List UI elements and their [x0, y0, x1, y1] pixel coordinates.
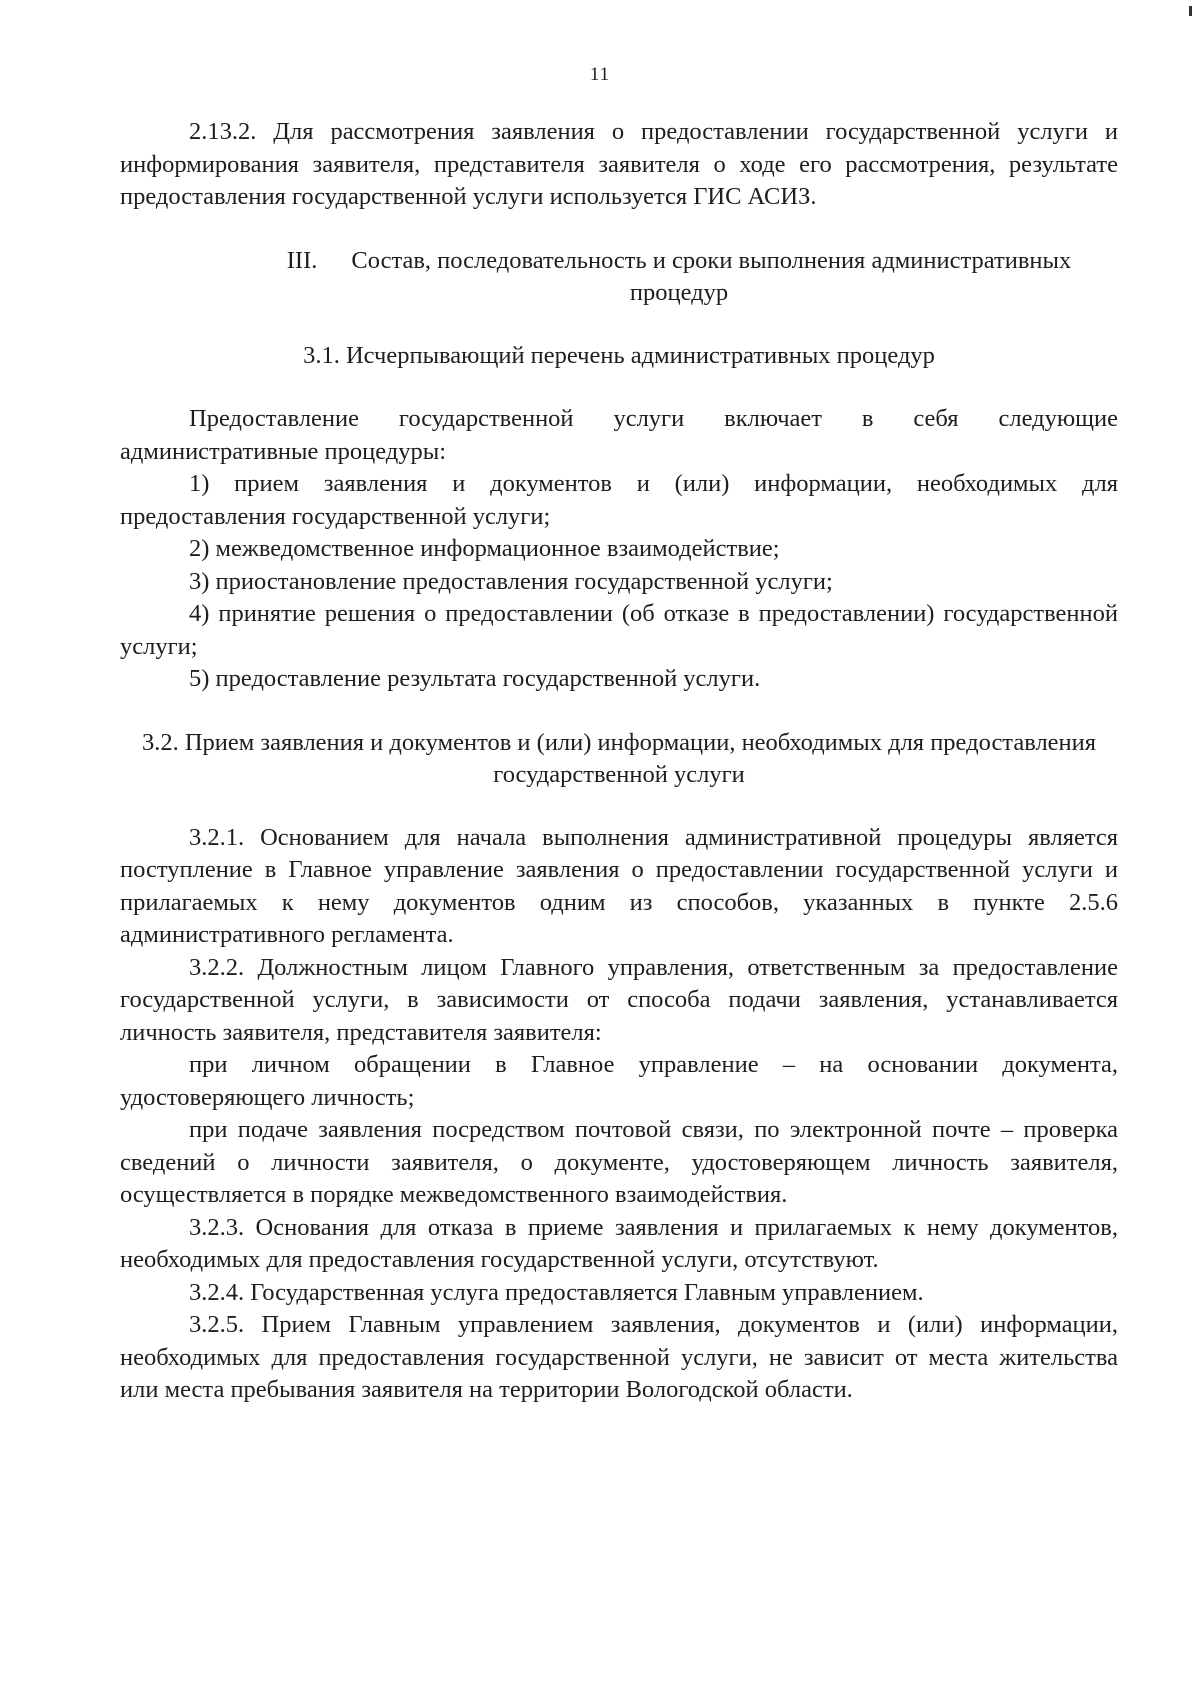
list-item-4: 4) принятие решения о предоставлении (об отказе в предоставлении) государственной услуги;: [120, 600, 1118, 660]
paragraph-intro-procedures: Предоставление государственной услуги включает в себя следующие административные процедуры:: [120, 405, 1118, 465]
list-item-1: 1) прием заявления и документов и (или) информации, необходимых для предоставления государственной услуги;: [120, 470, 1118, 530]
subsection-heading-3-2: 3.2. Прием заявления и документов и (или) информации, необходимых для предоставления государственной услуги: [141, 728, 1097, 788]
section-number: III.: [286, 246, 318, 274]
list-item-5: 5) предоставление результата государственной услуги.: [189, 665, 761, 692]
scan-mark: [1189, 6, 1192, 16]
paragraph-3-2-2: 3.2.2. Должностным лицом Главного управления, ответственным за предоставление государственной услуги, в зависимости от способа подачи заявления, устанавливается личность заявителя, представителя заявителя:: [120, 953, 1118, 1046]
paragraph-personal-visit: при личном обращении в Главное управление – на основании документа, удостоверяющего личность;: [120, 1051, 1118, 1111]
section-heading-iii: [120, 245, 1118, 310]
paragraph-2-13-2: 2.13.2. Для рассмотрения заявления о предоставлении государственной услуги и информирования заявителя, представителя заявителя о ходе его рассмотрения, результате предоставления государственной услуги используется ГИС АСИЗ.: [120, 118, 1118, 210]
subsection-heading-3-1: 3.1. Исчерпывающий перечень административных процедур: [303, 341, 935, 369]
paragraph-mail-submission: при подаче заявления посредством почтовой связи, по электронной почте – проверка сведений о личности заявителя, о документе, удостоверяющем личность заявителя, осуществляется в порядке межведомственного взаимодействия.: [120, 1116, 1118, 1208]
list-item-2: 2) межведомственное информационное взаимодействие;: [189, 535, 780, 562]
paragraph-3-2-5: 3.2.5. Прием Главным управлением заявления, документов и (или) информации, необходимых для предоставления государственной услуги, не зависит от места жительства или места пребывания заявителя на территории Вологодской области.: [120, 1311, 1118, 1403]
paragraph-3-2-4: 3.2.4. Государственная услуга предоставляется Главным управлением.: [189, 1278, 924, 1306]
paragraph-3-2-1: 3.2.1. Основанием для начала выполнения административной процедуры является поступление в Главное управление заявления о предоставлении государственной услуги и прилагаемых к нему документов одним из способов, указанных в пункте 2.5.6 административного регламента.: [120, 823, 1118, 948]
document-body: [120, 116, 1118, 1407]
page-number: 11: [589, 64, 611, 85]
paragraph-3-2-3: 3.2.3. Основания для отказа в приеме заявления и прилагаемых к нему документов, необходимых для предоставления государственной услуги, отсутствуют.: [120, 1213, 1118, 1273]
section-title: Состав, последовательность и сроки выполнения административных процедур: [351, 246, 1072, 306]
list-item-3: 3) приостановление предоставления государственной услуги;: [189, 567, 833, 595]
